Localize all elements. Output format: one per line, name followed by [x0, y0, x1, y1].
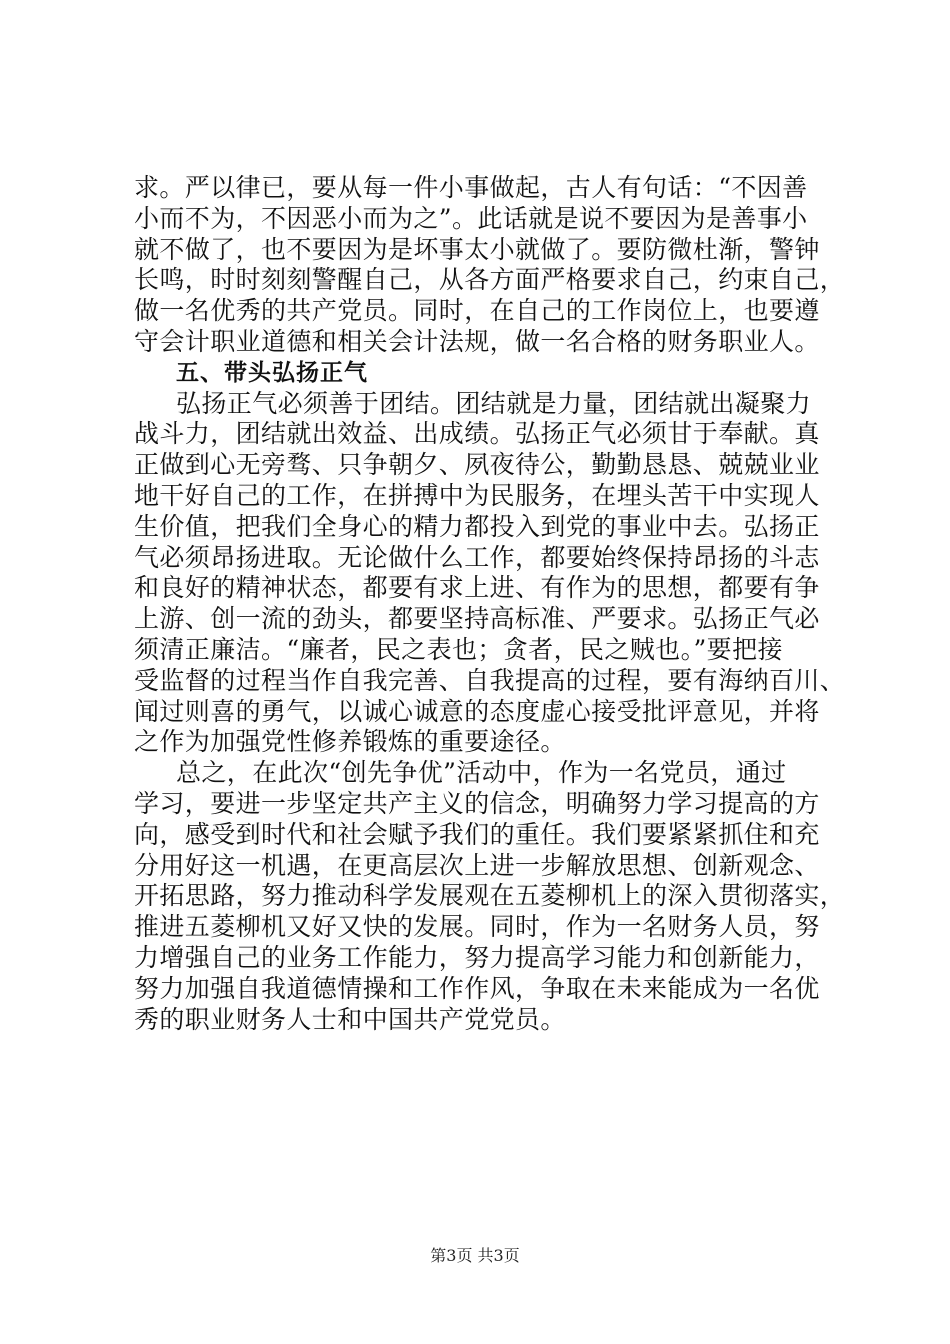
page-footer [0, 1243, 950, 1266]
text-line: 秀的职业财务人士和中国共产党党员。 [134, 1004, 566, 1034]
text-line: 须清正廉洁。“廉者，民之表也；贪者，民之贼也。”要把接 [134, 634, 783, 664]
text-line: 闻过则喜的勇气，以诚心诚意的态度虚心接受批评意见，并将 [134, 696, 820, 726]
text-line: 做一名优秀的共产党员。同时，在自己的工作岗位上，也要遵 [134, 296, 820, 326]
text-line: 学习，要进一步坚定共产主义的信念，明确努力学习提高的方 [134, 788, 820, 818]
text-line: 求。严以律已，要从每一件小事做起，古人有句话：“不因善 [134, 173, 808, 202]
page-number: 第3页 共3页 [430, 1246, 520, 1265]
paragraph-conclusion [134, 758, 846, 1035]
text-line: 总之，在此次“创先争优”活动中，作为一名党员，通过 [176, 758, 787, 788]
text-line: 守会计职业道德和相关会计法规，做一名合格的财务职业人。 [134, 326, 820, 356]
text-line: 地干好自己的工作，在拼搏中为民服务，在埋头苦干中实现人 [134, 480, 820, 510]
text-line: 弘扬正气必须善于团结。团结就是力量，团结就出凝聚力 [176, 388, 812, 418]
text-line: 正做到心无旁骛、只争朝夕、夙夜待公，勤勤恳恳、兢兢业业 [134, 450, 820, 480]
paragraph-righteousness [134, 388, 846, 759]
text-line: 和良好的精神状态，都要有求上进、有作为的思想，都要有争 [134, 573, 820, 603]
text-line: 开拓思路，努力推动科学发展观在五菱柳机上的深入贯彻落实， [134, 881, 846, 911]
paragraph-continued [134, 173, 846, 358]
text-line: 上游、创一流的劲头，都要坚持高标准、严要求。弘扬正气必 [134, 604, 820, 634]
text-line: 就不做了，也不要因为是坏事太小就做了。要防微杜渐，警钟 [134, 234, 820, 264]
text-line: 小而不为，不因恶小而为之”。此话就是说不要因为是善事小 [134, 203, 808, 233]
text-line: 气必须昂扬进取。无论做什么工作，都要始终保持昂扬的斗志 [134, 542, 820, 572]
text-line: 努力加强自我道德情操和工作作风，争取在未来能成为一名优 [134, 973, 820, 1003]
text-line: 战斗力，团结就出效益、出成绩。弘扬正气必须甘于奉献。真 [134, 419, 820, 449]
text-line: 向，感受到时代和社会赋予我们的重任。我们要紧紧抓住和充 [134, 819, 820, 849]
section-heading: 五、带头弘扬正气 [176, 359, 368, 386]
text-line: 推进五菱柳机又好又快的发展。同时，作为一名财务人员，努 [134, 912, 820, 942]
text-line: 之作为加强党性修养锻炼的重要途径。 [134, 727, 566, 757]
document-body [134, 173, 846, 1035]
text-line: 受监督的过程当作自我完善、自我提高的过程，要有海纳百川、 [134, 665, 846, 695]
text-line: 长鸣，时时刻刻警醒自己，从各方面严格要求自己，约束自己， [134, 265, 846, 295]
text-line: 力增强自己的业务工作能力，努力提高学习能力和创新能力， [134, 942, 820, 972]
text-line: 分用好这一机遇，在更高层次上进一步解放思想、创新观念、 [134, 850, 820, 880]
text-line: 生价值，把我们全身心的精力都投入到党的事业中去。弘扬正 [134, 511, 820, 541]
